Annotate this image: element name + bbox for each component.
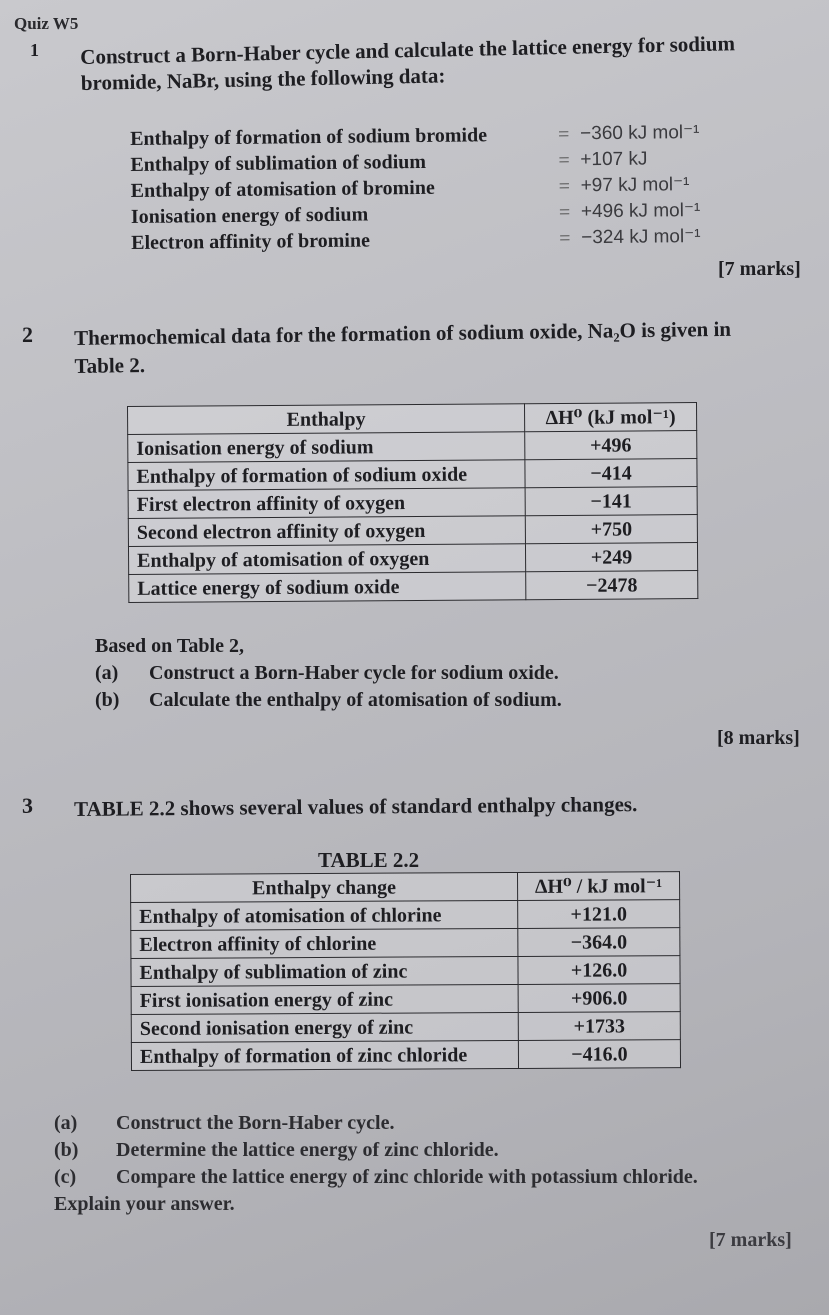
- equals-sign: =: [558, 175, 571, 198]
- table-cell-value: −364.0: [518, 928, 680, 957]
- question-2-marks: [8 marks]: [717, 727, 800, 749]
- table-cell-label: Electron affinity of chlorine: [131, 928, 518, 958]
- table-row: [131, 984, 680, 1015]
- table-2: [127, 402, 698, 603]
- part-label: (b): [95, 689, 120, 711]
- part-label: (b): [54, 1139, 79, 1161]
- question-3-parts: [54, 1110, 698, 1218]
- data-label: Enthalpy of formation of sodium bromide: [130, 124, 488, 150]
- part-text: Determine the lattice energy of zinc chloride.: [116, 1139, 499, 1161]
- table-cell-label: Enthalpy of sublimation of zinc: [131, 956, 518, 986]
- column-header-value: ΔH⁰ (kJ mol⁻¹): [524, 403, 696, 432]
- table-2-2-title: TABLE 2.2: [318, 848, 420, 872]
- question-1-data-list: [130, 120, 701, 256]
- table-row: [131, 956, 680, 987]
- table-cell-value: −2478: [526, 571, 698, 600]
- part-label: (a): [95, 662, 119, 684]
- quiz-title: Quiz W5: [14, 14, 79, 33]
- table-cell-label: Lattice energy of sodium oxide: [129, 572, 526, 603]
- column-header-enthalpy-change: Enthalpy change: [131, 872, 518, 902]
- part-text: Construct the Born-Haber cycle.: [116, 1112, 395, 1134]
- part-text: Calculate the enthalpy of atomisation of sodium.: [149, 689, 562, 711]
- question-1-text: [80, 30, 736, 96]
- data-label: Ionisation energy of sodium: [130, 203, 369, 228]
- part-label: (c): [54, 1166, 77, 1188]
- table-cell-value: −414: [525, 459, 697, 488]
- question-part: [54, 1137, 698, 1164]
- table-cell-label: Enthalpy of atomisation of oxygen: [128, 544, 525, 575]
- question-1-line-2: bromide, NaBr, using the following data:: [80, 63, 446, 95]
- question-2-parts: [95, 633, 562, 714]
- equals-sign: =: [558, 201, 571, 224]
- table-row: [131, 900, 680, 931]
- data-value: −360 kJ mol⁻¹: [579, 122, 700, 145]
- question-2-line-2: Table 2.: [74, 353, 146, 378]
- question-2-number: 2: [22, 322, 33, 347]
- data-value: +496 kJ mol⁻¹: [580, 200, 701, 223]
- question-part: [54, 1110, 698, 1137]
- question-2-line-1: Thermochemical data for the formation of sodium oxide, Na₂O is given in: [74, 316, 732, 350]
- table-cell-value: +121.0: [518, 900, 680, 929]
- table-cell-label: Enthalpy of atomisation of chlorine: [131, 900, 518, 930]
- table-row: [131, 928, 680, 959]
- table-cell-label: Second ionisation energy of zinc: [131, 1012, 518, 1042]
- part-label: (a): [54, 1112, 78, 1134]
- table-cell-label: First electron affinity of oxygen: [128, 488, 525, 519]
- table-row: [131, 1040, 680, 1071]
- data-value: −324 kJ mol⁻¹: [581, 226, 701, 249]
- question-2-intro: Based on Table 2,: [95, 635, 244, 657]
- table-row: [129, 571, 698, 603]
- table-row: [131, 1012, 680, 1043]
- data-label: Electron affinity of bromine: [131, 229, 371, 254]
- table-cell-label: Enthalpy of formation of sodium oxide: [128, 460, 525, 491]
- table-cell-label: Second electron affinity of oxygen: [128, 516, 525, 547]
- table-row: [128, 543, 697, 575]
- column-header-value: ΔH⁰ / kJ mol⁻¹: [517, 872, 679, 901]
- question-part: [54, 1164, 698, 1191]
- question-3-text: TABLE 2.2 shows several values of standard enthalpy changes.: [74, 792, 638, 821]
- table-row: [128, 515, 697, 547]
- table-row: [128, 459, 697, 491]
- equals-sign: =: [557, 123, 570, 146]
- data-label: Enthalpy of sublimation of sodium: [130, 150, 427, 176]
- table-cell-value: −416.0: [518, 1040, 680, 1069]
- question-2-text: [74, 315, 732, 380]
- question-1-number: 1: [30, 40, 39, 60]
- table-header-row: [131, 872, 680, 903]
- data-row: [131, 224, 701, 256]
- question-1-line-1: Construct a Born-Haber cycle and calculate the lattice energy for sodium: [80, 31, 736, 69]
- table-cell-label: First ionisation energy of zinc: [131, 984, 518, 1014]
- table-2-2: [130, 871, 681, 1071]
- table-cell-value: +1733: [518, 1012, 680, 1041]
- table-cell-label: Enthalpy of formation of zinc chloride: [131, 1040, 518, 1070]
- data-label: Enthalpy of atomisation of bromine: [130, 176, 435, 202]
- part-c-continuation: Explain your answer.: [54, 1193, 235, 1215]
- table-cell-value: +249: [525, 543, 697, 572]
- equals-sign: =: [558, 149, 570, 172]
- question-3-marks: [7 marks]: [709, 1229, 792, 1251]
- equals-sign: =: [559, 227, 571, 250]
- question-1-marks: [7 marks]: [718, 258, 801, 280]
- table-header-row: [128, 403, 697, 435]
- table-cell-value: +750: [525, 515, 697, 544]
- question-part: [95, 687, 562, 714]
- data-value: +107 kJ: [580, 148, 648, 171]
- question-part: [95, 660, 562, 687]
- table-row: [128, 487, 697, 519]
- column-header-enthalpy: Enthalpy: [128, 404, 525, 435]
- table-cell-value: +126.0: [518, 956, 680, 985]
- part-text: Construct a Born-Haber cycle for sodium oxide.: [149, 662, 559, 684]
- table-cell-value: +496: [525, 431, 697, 460]
- table-cell-value: −141: [525, 487, 697, 516]
- part-text: Compare the lattice energy of zinc chloride with potassium chloride.: [116, 1166, 698, 1188]
- table-row: [128, 431, 697, 463]
- data-value: +97 kJ mol⁻¹: [580, 174, 690, 197]
- table-cell-label: Ionisation energy of sodium: [128, 432, 525, 463]
- table-cell-value: +906.0: [518, 984, 680, 1013]
- question-3-number: 3: [22, 793, 33, 818]
